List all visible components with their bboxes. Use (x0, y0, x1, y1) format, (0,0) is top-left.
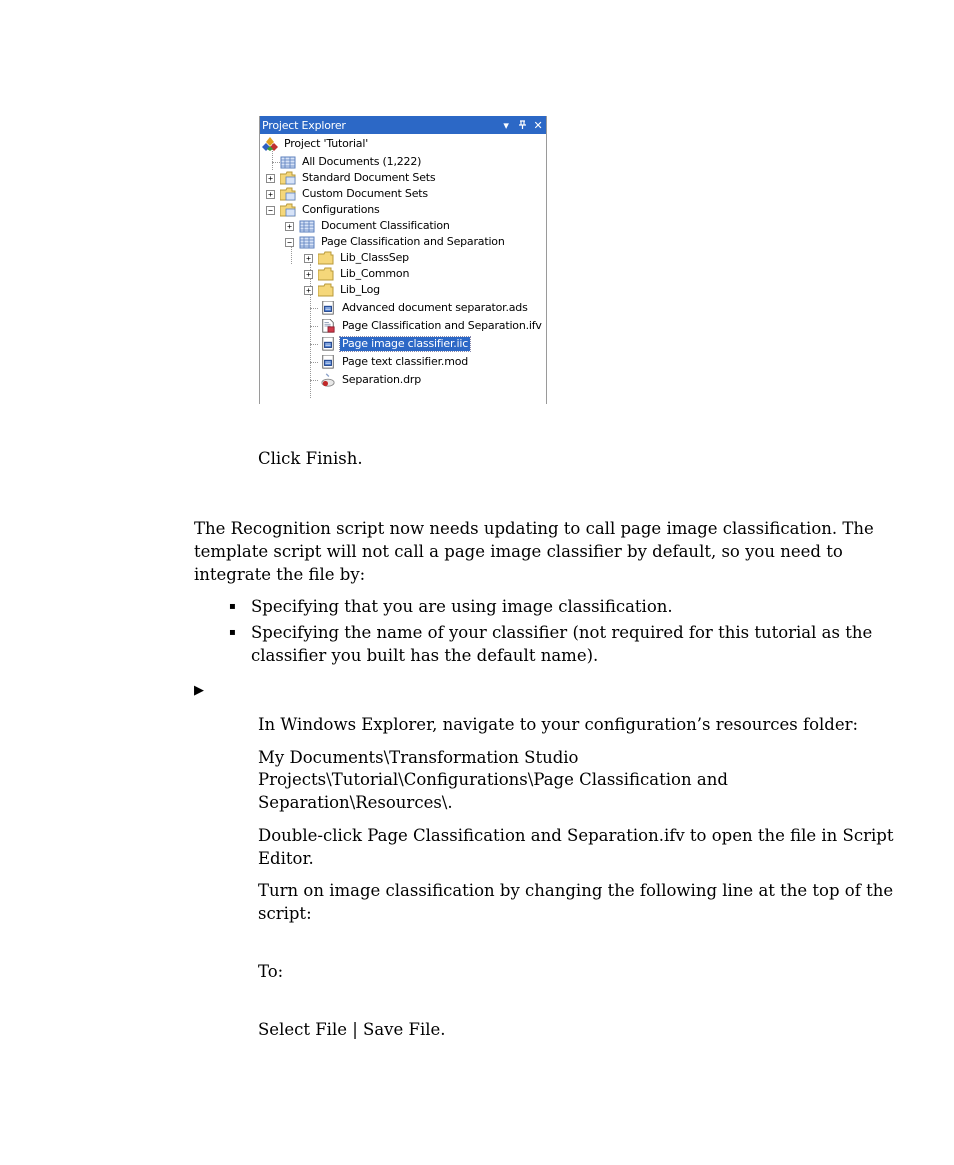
tree-item-project[interactable] (262, 136, 370, 152)
classifier-file-icon (320, 355, 336, 369)
tree-item-file-ads[interactable] (320, 300, 530, 316)
tree-label: Custom Document Sets (302, 187, 428, 200)
step-1-text: In Windows Explorer, navigate to your configuration’s resources folder: (258, 715, 859, 734)
tree-label: Page image classifier.iic (342, 337, 469, 350)
tree-item-configurations[interactable] (280, 202, 382, 218)
tree-item-lib-classsep[interactable] (318, 250, 411, 266)
project-explorer-panel (259, 116, 547, 404)
tree-item-file-mod[interactable] (320, 354, 470, 370)
tree-label: Page text classifier.mod (342, 355, 469, 368)
step-3-line-2: script: (258, 904, 312, 923)
tree-label: Lib_Log (340, 283, 380, 296)
tree-label: Configurations (302, 203, 380, 216)
tree-label: Advanced document separator.ads (342, 301, 528, 314)
path-line-1: My Documents\Transformation Studio (258, 748, 579, 767)
config-grid-icon (299, 219, 315, 233)
folder-grid-icon (280, 171, 296, 185)
expand-icon[interactable]: + (304, 286, 313, 295)
tree-label: Separation.drp (342, 373, 421, 386)
intro-line-1: The Recognition script now needs updating to call page image classification. The (194, 519, 874, 538)
bullet-2-line-1: Specifying the name of your classifier (not required for this tutorial as the (251, 623, 873, 642)
expand-icon[interactable]: + (285, 222, 294, 231)
tree-label: Page Classification and Separation (321, 235, 505, 248)
intro-line-3: integrate the file by: (194, 565, 366, 584)
project-icon (262, 137, 278, 151)
collapse-icon[interactable]: − (266, 206, 275, 215)
tree-item-file-ifv[interactable] (320, 318, 544, 334)
tree-item-all-documents[interactable] (280, 154, 423, 170)
save-file-text: Select File | Save File. (258, 1020, 446, 1039)
procedure-arrow-icon: ▶ (194, 683, 204, 698)
step-2-line-2: Editor. (258, 849, 314, 868)
separation-file-icon (320, 373, 336, 387)
step-3-line-1: Turn on image classification by changing the following line at the top of the (258, 881, 894, 900)
script-file-icon (320, 319, 336, 333)
project-explorer-titlebar (260, 116, 546, 134)
collapse-icon[interactable]: − (285, 238, 294, 247)
documents-grid-icon (280, 155, 296, 169)
bullet-2-line-2: classifier you built has the default name). (251, 646, 599, 665)
expand-icon[interactable]: + (304, 254, 313, 263)
expand-icon[interactable]: + (266, 190, 275, 199)
panel-title: Project Explorer (262, 118, 346, 132)
pin-icon[interactable] (514, 116, 530, 134)
tree-label: Lib_Common (340, 267, 410, 280)
to-label: To: (258, 962, 284, 981)
bullet-marker: ▪ (229, 601, 236, 612)
tree-label: Standard Document Sets (302, 171, 436, 184)
separator-file-icon (320, 301, 336, 315)
step-2-line-1: Double-click Page Classification and Separation.ifv to open the file in Script (258, 826, 894, 845)
click-finish-text: Click Finish. (258, 449, 363, 468)
tree-item-file-iic[interactable] (320, 336, 470, 352)
tree-item-file-drp[interactable] (320, 372, 423, 388)
config-grid-icon (299, 235, 315, 249)
tree-item-lib-log[interactable] (318, 282, 382, 298)
folder-icon (318, 267, 334, 281)
tree-item-page-classification-and-separation[interactable] (299, 234, 507, 250)
dropdown-icon[interactable]: ▾ (503, 118, 509, 132)
expand-icon[interactable]: + (266, 174, 275, 183)
tree-label: Project 'Tutorial' (284, 137, 369, 150)
folder-icon (318, 251, 334, 265)
expand-icon[interactable]: + (304, 270, 313, 279)
tree-item-document-classification[interactable] (299, 218, 452, 234)
tree-label: Document Classification (321, 219, 450, 232)
tree-item-custom-document-sets[interactable] (280, 186, 430, 202)
close-icon[interactable]: ✕ (533, 118, 543, 132)
path-line-2: Projects\Tutorial\Configurations\Page Classification and (258, 770, 728, 789)
path-line-3: Separation\Resources\. (258, 793, 453, 812)
folder-grid-icon (280, 203, 296, 217)
intro-line-2: template script will not call a page image classifier by default, so you need to (194, 542, 843, 561)
tree-item-standard-document-sets[interactable] (280, 170, 437, 186)
tree-label: Page Classification and Separation.ifv (342, 319, 542, 332)
tree-item-lib-common[interactable] (318, 266, 411, 282)
bullet-marker: ▪ (229, 627, 236, 638)
folder-grid-icon (280, 187, 296, 201)
bullet-1-text: Specifying that you are using image classification. (251, 597, 673, 616)
folder-icon (318, 283, 334, 297)
tree-label: All Documents (1,222) (302, 155, 422, 168)
tree-label: Lib_ClassSep (340, 251, 409, 264)
classifier-file-icon (320, 337, 336, 351)
